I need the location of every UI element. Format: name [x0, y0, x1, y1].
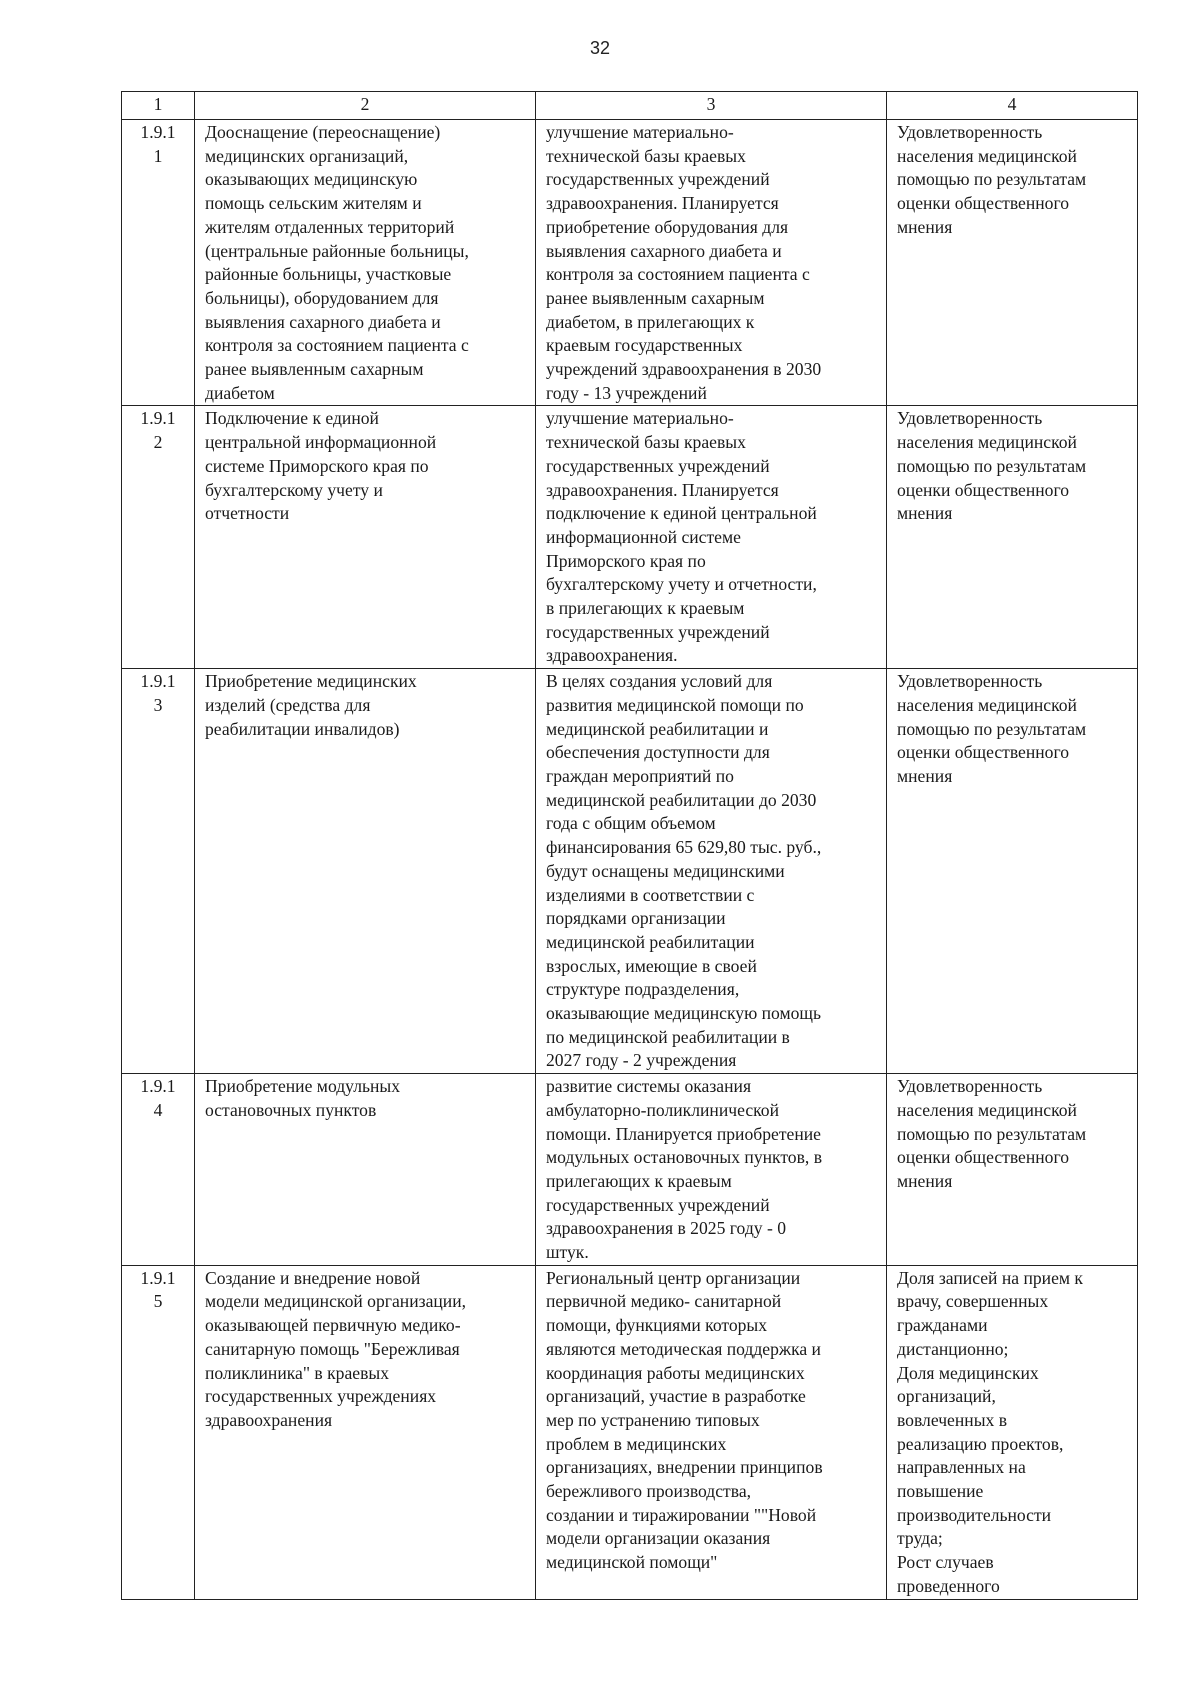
event-cell: Создание и внедрение новой модели медицинской организации, оказывающей первичную медико- санитарную помощь "Бережливая поликлиника" в краевых государственных учреждениях здравоохранения	[195, 1265, 536, 1599]
table-row	[122, 1074, 1138, 1266]
table-row	[122, 669, 1138, 1074]
description-cell: улучшение материально- технической базы краевых государственных учреждений здравоохранения. Планируется подключение к единой центральной информационной системе Приморского края по бухгалтерскому учету и отчетности, в прилегающих к краевым государственных учреждений здравоохранения.	[536, 406, 887, 669]
row-number-cell: 1.9.1 5	[122, 1265, 195, 1599]
table-row	[122, 120, 1138, 406]
indicator-cell: Удовлетворенность населения медицинской помощью по результатам оценки общественного мнения	[887, 1074, 1138, 1266]
description-cell: улучшение материально- технической базы краевых государственных учреждений здравоохранения. Планируется приобретение оборудования для выявления сахарного диабета и контроля за состоянием пациента с ранее выявленным сахарным диабетом, в прилегающих к краевым государственных учреждений здравоохранения в 2030 году - 13 учреждений	[536, 120, 887, 406]
table-header-row	[122, 92, 1138, 120]
table-row	[122, 1265, 1138, 1599]
description-cell: Региональный центр организации первичной медико- санитарной помощи, функциями которых являются методическая поддержка и координация работы медицинских организаций, участие в разработке мер по устранению типовых проблем в медицинских организациях, внедрении принципов бережливого производства, создании и тиражировании ""Новой модели организации оказания медицинской помощи"	[536, 1265, 887, 1599]
row-number-cell: 1.9.1 1	[122, 120, 195, 406]
row-number-cell: 1.9.1 4	[122, 1074, 195, 1266]
column-header: 1	[122, 92, 195, 120]
column-header: 4	[887, 92, 1138, 120]
column-header: 2	[195, 92, 536, 120]
table-row	[122, 406, 1138, 669]
event-cell: Подключение к единой центральной информационной системе Приморского края по бухгалтерскому учету и отчетности	[195, 406, 536, 669]
indicator-cell: Доля записей на прием к врачу, совершенных гражданами дистанционно; Доля медицинских организаций, вовлеченных в реализацию проектов, направленных на повышение производительности труда; Рост случаев проведенного	[887, 1265, 1138, 1599]
indicator-cell: Удовлетворенность населения медицинской помощью по результатам оценки общественного мнения	[887, 120, 1138, 406]
indicator-cell: Удовлетворенность населения медицинской помощью по результатам оценки общественного мнения	[887, 406, 1138, 669]
row-number-cell: 1.9.1 3	[122, 669, 195, 1074]
description-cell: развитие системы оказания амбулаторно-поликлинической помощи. Планируется приобретение модульных остановочных пунктов, в прилегающих к краевым государственных учреждений здравоохранения в 2025 году - 0 штук.	[536, 1074, 887, 1266]
event-cell: Приобретение медицинских изделий (средства для реабилитации инвалидов)	[195, 669, 536, 1074]
page-number: 32	[589, 38, 611, 58]
description-cell: В целях создания условий для развития медицинской помощи по медицинской реабилитации и обеспечения доступности для граждан мероприятий по медицинской реабилитации до 2030 года с общим объемом финансирования 65 629,80 тыс. руб., будут оснащены медицинскими изделиями в соответствии с порядками организации медицинской реабилитации взрослых, имеющие в своей структуре подразделения, оказывающие медицинскую помощь по медицинской реабилитации в 2027 году - 2 учреждения	[536, 669, 887, 1074]
column-header: 3	[536, 92, 887, 120]
measures-table	[121, 91, 1138, 1600]
indicator-cell: Удовлетворенность населения медицинской помощью по результатам оценки общественного мнения	[887, 669, 1138, 1074]
event-cell: Дооснащение (переоснащение) медицинских организаций, оказывающих медицинскую помощь сельским жителям и жителям отдаленных территорий (центральные районные больницы, районные больницы, участковые больницы), оборудованием для выявления сахарного диабета и контроля за состоянием пациента с ранее выявленным сахарным диабетом	[195, 120, 536, 406]
row-number-cell: 1.9.1 2	[122, 406, 195, 669]
event-cell: Приобретение модульных остановочных пунктов	[195, 1074, 536, 1266]
